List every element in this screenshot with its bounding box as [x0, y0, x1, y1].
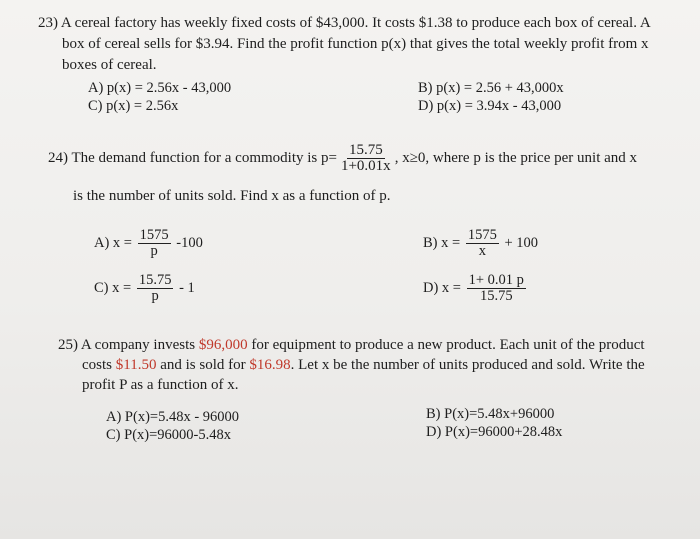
q24-option-b — [423, 228, 538, 259]
q24-option-b-numerator: 1575 — [467, 227, 497, 243]
q24-option-d — [423, 273, 528, 304]
q25-line1-prefix: 25) A company invests — [58, 337, 199, 353]
q24-option-b-fraction — [466, 228, 499, 259]
q25-unit-cost: $11.50 — [115, 357, 157, 373]
q25-option-c: C) P(x)=96000-5.48x — [106, 427, 231, 443]
q23-option-a: A) p(x) = 2.56x - 43,000 — [88, 80, 232, 96]
q25-line2-prefix: costs — [82, 357, 116, 373]
q25-unit-price: $16.98 — [249, 357, 291, 373]
q23-text-line3: boxes of cereal. — [62, 57, 157, 73]
q25-text-line3: profit P as a function of x. — [82, 377, 239, 393]
q23-text-line2: box of cereal sells for $3.94. Find the profit function p(x) that gives the total weekly profit from x — [62, 36, 649, 52]
q24-option-d-denominator: 15.75 — [479, 288, 513, 304]
q24-option-d-fraction — [467, 273, 526, 304]
q24-option-c-denominator: p — [151, 288, 159, 304]
q24-option-a-fraction — [138, 228, 171, 259]
q24-option-a-denominator: p — [150, 243, 158, 259]
q24-suffix: , x≥0, where p is the price per unit and x — [394, 149, 638, 166]
q25-option-b: B) P(x)=5.48x+96000 — [426, 406, 555, 422]
q24-fraction-denominator: 1+0.01x — [340, 158, 391, 174]
q24-option-a-prefix: A) x = — [94, 234, 132, 251]
q23-option-c: C) p(x) = 2.56x — [88, 98, 179, 114]
q25-line2-suffix: . Let x be the number of units produced and sold. Write the — [290, 357, 645, 373]
q24-option-b-prefix: B) x = — [423, 234, 461, 251]
q24-fraction-numerator: 15.75 — [348, 142, 383, 158]
q24-prefix: 24) The demand function for a commodity is p= — [48, 149, 337, 166]
q24-option-c-numerator: 15.75 — [138, 272, 172, 288]
q24-demand-fraction — [339, 143, 393, 174]
q24-option-a-numerator: 1575 — [139, 227, 169, 243]
q24-option-a-suffix: -100 — [176, 234, 203, 251]
q25-option-a: A) P(x)=5.48x - 96000 — [106, 409, 240, 425]
q23-text-line1: 23) A cereal factory has weekly fixed costs of $43,000. It costs $1.38 to produce each box of cereal. A — [38, 15, 651, 31]
q24-option-c-prefix: C) x = — [94, 279, 132, 296]
q24-option-c-fraction — [137, 273, 174, 304]
q24-option-b-suffix: + 100 — [504, 234, 538, 251]
q24-option-d-numerator: 1+ 0.01 p — [468, 272, 524, 288]
q24-option-b-denominator: x — [478, 243, 486, 259]
q23-option-d: D) p(x) = 3.94x - 43,000 — [418, 98, 562, 114]
q24-text-line2: is the number of units sold. Find x as a function of p. — [73, 188, 391, 204]
q25-text-line2 — [82, 356, 645, 375]
q24-option-d-prefix: D) x = — [423, 279, 461, 296]
q25-line2-mid: and is sold for — [156, 357, 250, 373]
q25-text-line1 — [58, 336, 645, 355]
q24-text-line1 — [48, 143, 637, 174]
q24-option-a — [94, 228, 203, 259]
q25-investment-amount: $96,000 — [198, 337, 248, 353]
q24-option-c-suffix: - 1 — [179, 279, 195, 296]
q25-line1-suffix: for equipment to produce a new product. Each unit of the product — [247, 337, 645, 353]
q25-option-d: D) P(x)=96000+28.48x — [426, 424, 563, 440]
q24-option-c — [94, 273, 195, 304]
q23-option-b: B) p(x) = 2.56 + 43,000x — [418, 80, 564, 96]
